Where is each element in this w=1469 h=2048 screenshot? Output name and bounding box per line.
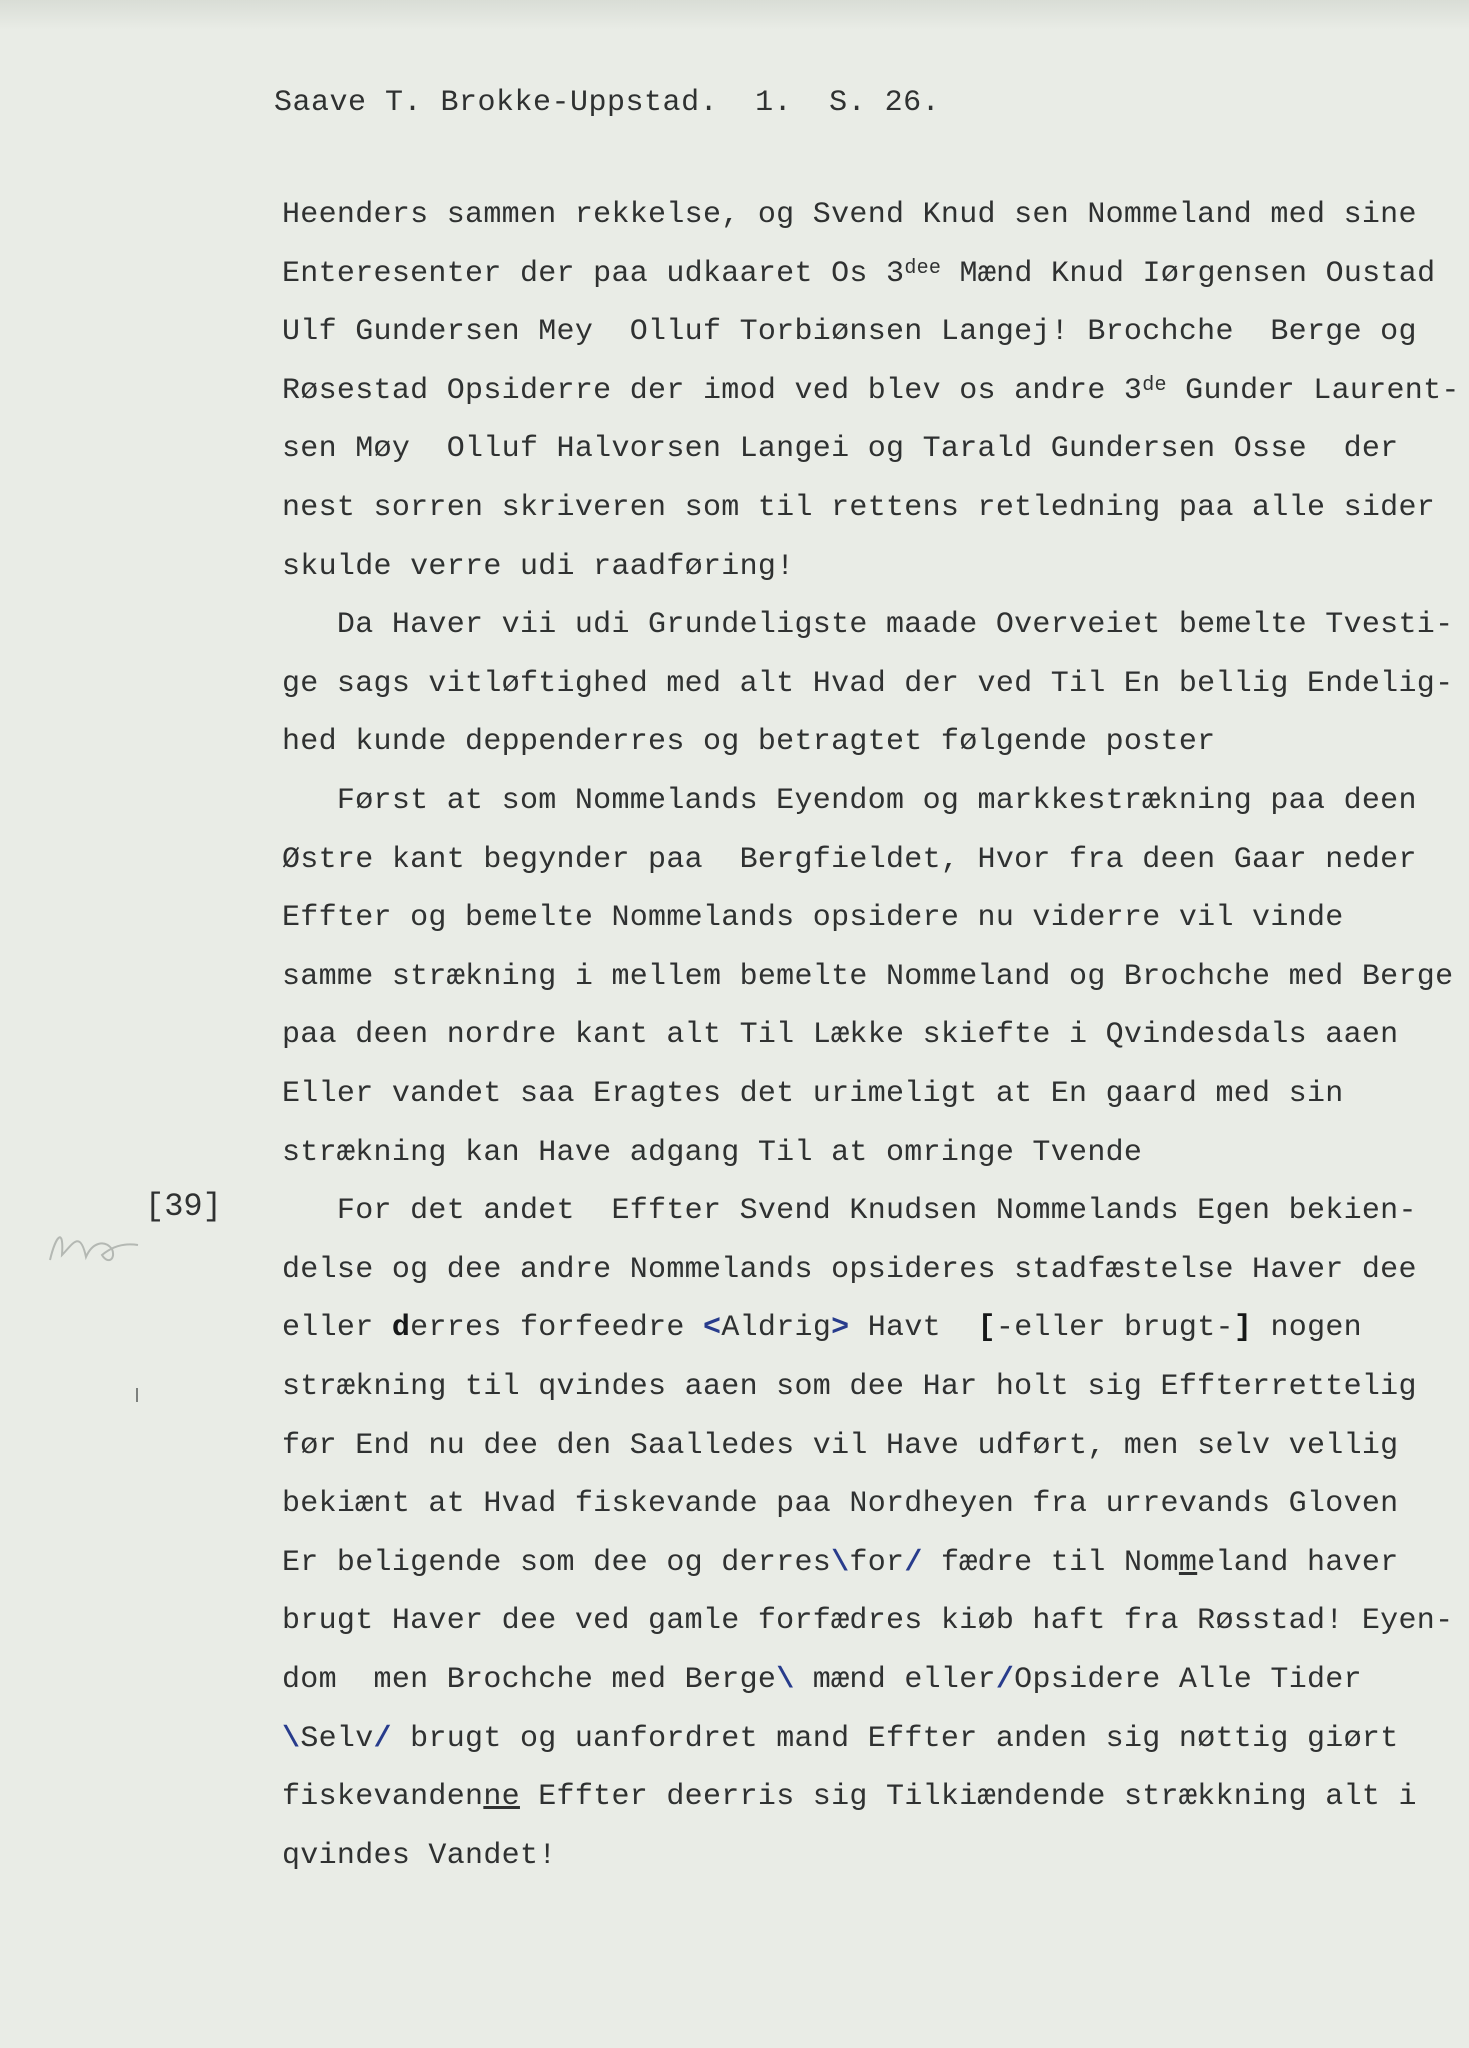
text-line [282,1721,1399,1756]
text-segment: eller [282,1311,392,1346]
text-segment: m [1178,1545,1198,1580]
editorial-mark: / [995,1663,1015,1697]
margin-page-number: [39] [145,1188,222,1225]
text-line [282,666,1454,701]
text-line [282,1604,1454,1639]
editorial-mark: [ [977,1311,996,1346]
text-segment: Da Haver vii udi Grundeligste maade Overveiet bemelte Tvesti- [282,608,1454,643]
text-segment: Østre kant begynder paa Bergfieldet, Hvor fra deen Gaar neder [282,842,1417,877]
text-line [282,1487,1399,1522]
text-line [282,608,1454,643]
text-segment: Eller vandet saa Eragtes det urimeligt at En gaard med sin [282,1077,1344,1111]
margin-tick-mark [136,1388,138,1402]
text-line [282,959,1454,994]
text-segment: før End nu dee den Saalledes vil Have udført, men selv vellig [282,1428,1399,1463]
text-segment: strækning kan Have adgang Til at omringe Tvende [282,1135,1143,1170]
text-segment: Aldrig [721,1311,832,1346]
text-line [282,1079,1344,1109]
text-line [282,901,1344,936]
text-segment: Effter og bemelte Nommelands opsidere nu viderre vil vinde [282,901,1344,936]
text-line [282,200,1417,230]
text-line [282,786,1417,816]
text-line [282,1545,1399,1580]
text-segment: samme strækning i mellem bemelte Nommeland og Brochche med Berge [282,959,1454,994]
text-line [282,1018,1399,1053]
text-segment: brugt og uanfordret mand Effter anden sig nøttig giørt [391,1721,1399,1756]
editorial-mark: \ [776,1663,795,1697]
text-segment: Gunder Laurent- [1166,373,1460,408]
pencil-scribble-mark [42,1215,152,1275]
text-segment: fiskevanden [282,1780,484,1815]
text-segment: qvindes Vandet! [282,1838,557,1873]
text-segment: Røsestad Opsiderre der imod ved blev os andre 3 [282,373,1143,408]
text-line [282,1252,1417,1287]
text-segment: Er beligende som dee og derres [282,1545,832,1580]
text-segment: skulde verre udi raadføring! [282,549,795,584]
editorial-mark: ] [1233,1311,1253,1346]
text-segment: Heenders sammen rekkelse, og Svend Knud sen Nommeland med sine [282,198,1417,232]
text-line [282,432,1399,467]
text-segment: Opsidere Alle Tider [1014,1663,1362,1697]
page-top-edge [0,0,1469,30]
text-line [282,373,1460,408]
text-segment: sen Møy Olluf Halvorsen Langei og Tarald Gundersen Osse der [282,432,1399,467]
text-segment: ge sags vitløftighed med alt Hvad der ved Til En bellig Endelig- [282,666,1454,701]
text-segment: Enteresenter der paa udkaaret Os 3 [282,256,905,291]
text-line [282,842,1417,877]
text-line [282,1428,1399,1463]
text-line [282,1311,1362,1346]
superscript-text: de [1142,373,1167,397]
text-line [282,256,1436,291]
text-segment: Effter deerris sig Tilkiændende strækkning alt i [519,1780,1417,1815]
text-line [282,1372,1417,1402]
text-line [282,549,795,584]
editorial-mark: / [373,1721,392,1756]
text-segment: Ulf Gundersen Mey Olluf Torbiønsen Langej! Brochche Berge og [282,315,1417,350]
text-segment: fædre til Nom [922,1545,1179,1580]
text-segment: brugt Haver dee ved gamle forfædres kiøb haft fra Røsstad! Eyen- [282,1604,1454,1639]
text-segment: strækning til qvindes aaen som dee Har holt sig Effterrettelig [282,1370,1417,1404]
editorial-mark: / [904,1545,923,1580]
text-segment: nogen [1252,1311,1362,1346]
text-segment: Først at som Nommelands Eyendom og markkestrækning paa deen [282,784,1417,818]
editorial-mark: \ [831,1545,850,1580]
text-segment: paa deen nordre kant alt Til Lække skiefte i Qvindesdals aaen [282,1018,1399,1053]
text-segment: mænd eller [794,1663,996,1697]
text-segment: hed kunde deppenderres og betragtet følgende poster [282,725,1216,760]
text-segment: ne [483,1780,520,1815]
text-line [282,1135,1143,1170]
text-line [282,315,1417,350]
text-line [282,493,1435,523]
text-segment: Mænd Knud Iørgensen Oustad [941,256,1436,291]
document-header: Saave T. Brokke-Uppstad. 1. S. 26. [274,86,941,120]
text-segment: eland haver [1197,1545,1399,1580]
text-segment: delse og dee andre Nommelands opsideres stadfæstelse Haver dee [282,1252,1417,1287]
text-segment: For det andet Effter Svend Knudsen Nommelands Egen bekien- [282,1194,1417,1229]
editorial-mark: > [831,1311,850,1346]
editorial-mark: d [391,1311,411,1346]
text-line [282,725,1216,760]
editorial-mark: < [703,1311,722,1346]
text-segment: dom men Brochche med Berge [282,1663,777,1697]
text-segment: bekiænt at Hvad fiskevande paa Nordheyen fra urrevands Gloven [282,1487,1399,1522]
text-segment: for [849,1545,905,1580]
text-segment: Havt [849,1311,978,1346]
superscript-text: dee [904,256,942,280]
text-segment: nest sorren skriveren som til rettens retledning paa alle sider [282,491,1436,525]
text-line [282,1838,557,1873]
text-segment: -eller brugt- [995,1311,1234,1346]
text-segment: Selv [300,1721,374,1756]
text-segment: erres forfeedre [410,1311,703,1346]
text-line [282,1665,1362,1695]
editorial-mark: \ [282,1721,301,1756]
text-line [282,1780,1417,1815]
text-line [282,1194,1417,1229]
